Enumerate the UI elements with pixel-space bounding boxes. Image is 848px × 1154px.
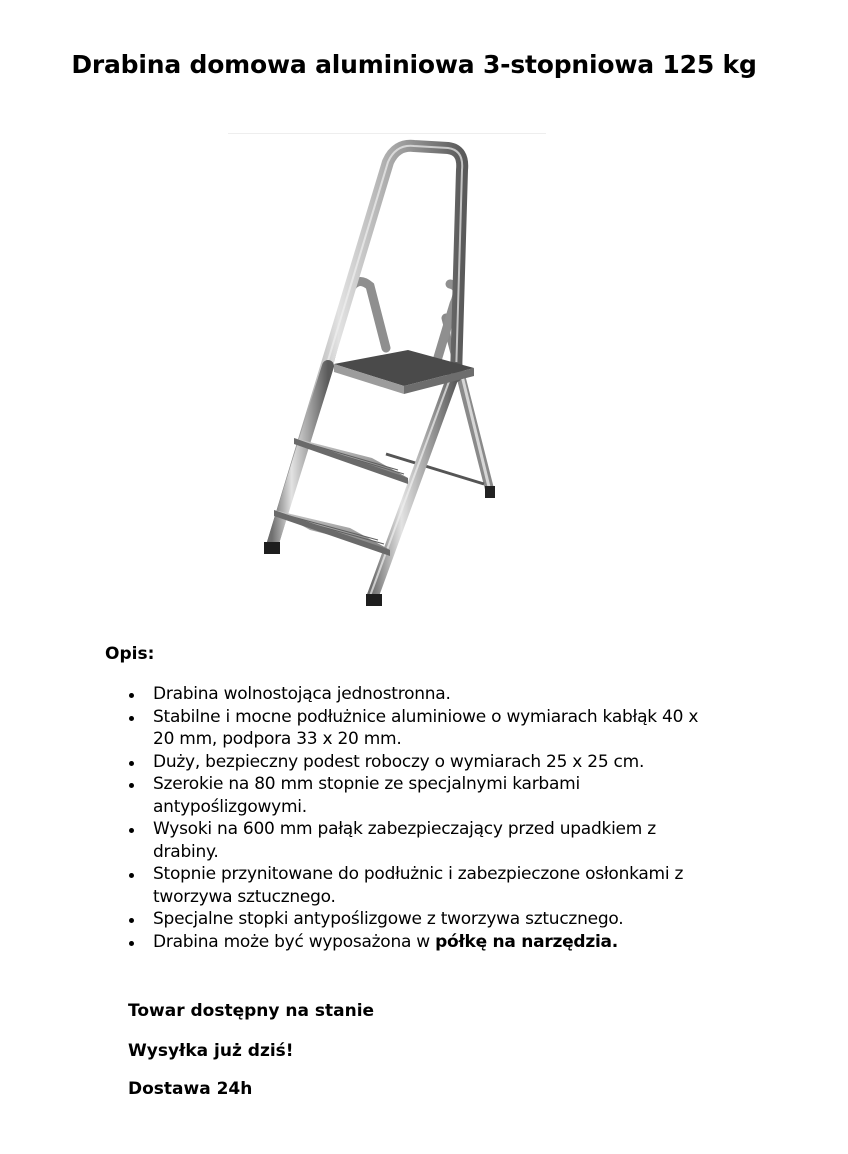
list-item-text: Stopnie przynitowane do podłużnic i zabezpieczone osłonkami z tworzywa sztucznego. bbox=[153, 864, 684, 907]
list-item-text: Szerokie na 80 mm stopnie ze specjalnymi karbami antypoślizgowymi. bbox=[153, 774, 580, 817]
page-title: Drabina domowa aluminiowa 3-stopniowa 125 kg bbox=[71, 50, 757, 79]
list-item-text: Stabilne i mocne podłużnice aluminiowe o wymiarach kabłąk 40 x 20 mm, podpora 33 x 20 mm. bbox=[153, 706, 699, 749]
list-item bbox=[153, 908, 713, 931]
list-item bbox=[153, 751, 713, 774]
list-item-text: Duży, bezpieczny podest roboczy o wymiarach 25 x 25 cm. bbox=[153, 751, 645, 772]
availability-note: Towar dostępny na stanie bbox=[128, 1001, 375, 1021]
feature-list bbox=[153, 683, 713, 953]
description-heading: Opis: bbox=[105, 644, 155, 664]
list-item bbox=[153, 706, 713, 751]
list-item-text: Drabina może być wyposażona w bbox=[153, 931, 436, 952]
list-item-text: Drabina wolnostojąca jednostronna. bbox=[153, 684, 451, 704]
list-item bbox=[153, 818, 713, 863]
list-item-text: Wysoki na 600 mm pałąk zabezpieczający przed upadkiem z drabiny. bbox=[153, 819, 656, 862]
delivery-note: Dostawa 24h bbox=[128, 1079, 253, 1099]
ladder-image bbox=[258, 136, 510, 612]
list-item bbox=[153, 773, 713, 818]
list-item bbox=[153, 931, 713, 954]
list-item-text: Specjalne stopki antypoślizgowe z tworzywa sztucznego. bbox=[153, 909, 624, 929]
list-item bbox=[153, 863, 713, 908]
image-divider bbox=[228, 133, 546, 134]
tool-shelf-highlight: półkę na narzędzia. bbox=[435, 931, 618, 952]
list-item bbox=[153, 683, 713, 706]
shipping-note: Wysyłka już dziś! bbox=[128, 1041, 294, 1061]
